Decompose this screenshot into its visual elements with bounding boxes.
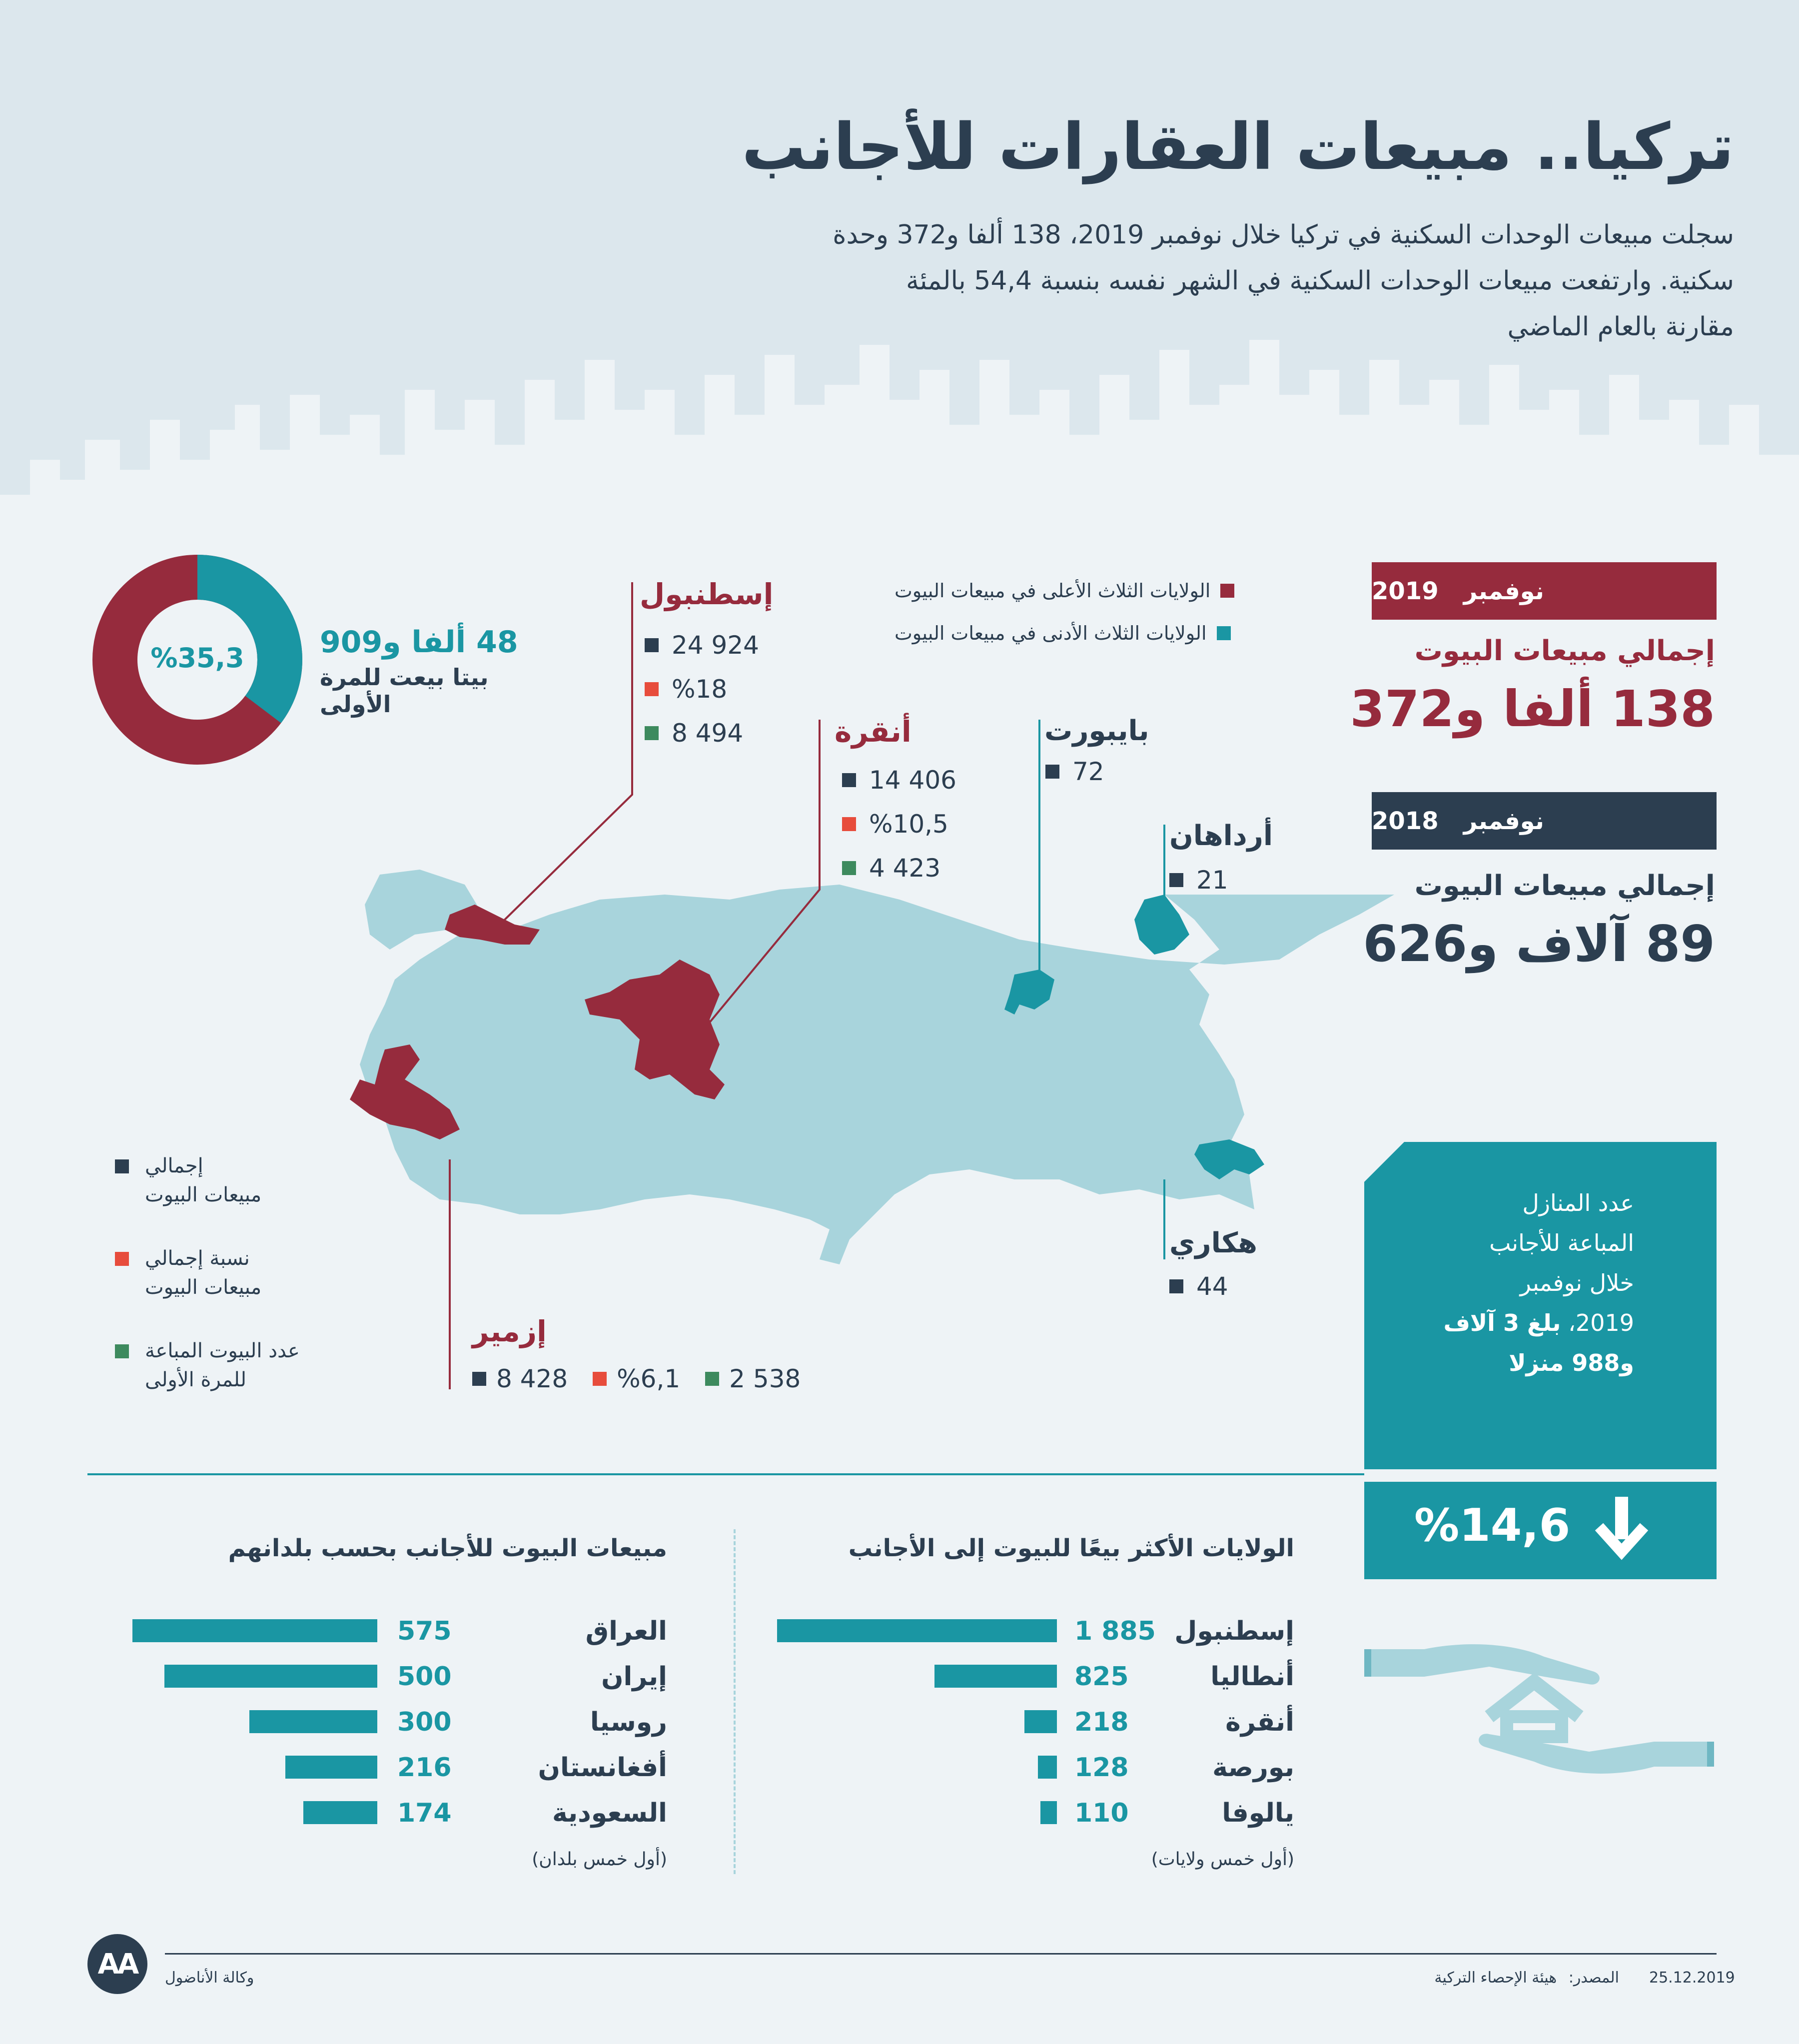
izmir-ratio-value: %6,1 bbox=[617, 1364, 681, 1393]
nov2019-header-text: نوفمبر 2019 bbox=[1372, 577, 1544, 605]
legend-ratio-line2: مبيعات البيوت bbox=[145, 1276, 262, 1299]
section-divider bbox=[87, 1473, 1364, 1475]
legend-low-label: الولايات الثلاث الأدنى في مبيعات البيوت bbox=[895, 622, 1207, 644]
total-swatch bbox=[645, 638, 659, 652]
total-swatch bbox=[1045, 765, 1059, 779]
istanbul-total bbox=[645, 631, 759, 660]
legend-first-swatch bbox=[115, 1344, 129, 1358]
province-category-label: أنقرة bbox=[1225, 1707, 1294, 1737]
ankara-ratio bbox=[842, 810, 948, 839]
intro-line-1: سجلت مبيعات الوحدات السكنية في تركيا خلال نوفمبر 2019، 138 ألفا و372 وحدة bbox=[833, 220, 1734, 250]
ankara-total bbox=[842, 766, 956, 795]
aa-logo-text: AA bbox=[97, 1948, 137, 1981]
page-title: تركيا.. مبيعات العقارات للأجانب bbox=[742, 110, 1734, 184]
charts-divider bbox=[734, 1529, 736, 1874]
country-category-label: السعودية bbox=[552, 1798, 667, 1828]
donut-percent-label: %35,3 bbox=[150, 642, 244, 674]
istanbul-first-value: 8 494 bbox=[672, 719, 744, 748]
foreign-line-4b: بلغ 3 آلاف bbox=[1443, 1309, 1561, 1336]
country-category-label: إيران bbox=[601, 1662, 667, 1692]
foreign-line-2: المباعة للأجانب bbox=[1489, 1229, 1634, 1256]
ratio-swatch bbox=[842, 817, 856, 831]
legend-total-line1: إجمالي bbox=[145, 1154, 203, 1177]
countries-chart-note: (أول خمس بلدان) bbox=[532, 1849, 667, 1870]
ankara-total-value: 14 406 bbox=[869, 766, 956, 795]
legend-first-line1: عدد البيوت المباعة bbox=[145, 1339, 300, 1362]
province-value-label: 825 bbox=[1074, 1662, 1129, 1692]
donut-caption: بيتا بيعت للمرة الأولى bbox=[320, 664, 489, 718]
bayburt-total-value: 72 bbox=[1072, 757, 1104, 786]
countries-chart-title: مبيعات البيوت للأجانب بحسب بلدانهم bbox=[228, 1534, 667, 1562]
first-swatch bbox=[842, 861, 856, 875]
first-swatch bbox=[645, 726, 659, 740]
footer-date: 25.12.2019 bbox=[1649, 1969, 1735, 1987]
country-value-label: 500 bbox=[397, 1662, 452, 1692]
hakkari-total-value: 44 bbox=[1196, 1272, 1228, 1301]
nov2018-label: إجمالي مبيعات البيوت bbox=[1414, 870, 1715, 902]
ankara-ratio-value: %10,5 bbox=[869, 810, 948, 839]
nov2018-header-text: نوفمبر 2018 bbox=[1372, 807, 1544, 835]
foreign-line-4a: 2019، bbox=[1561, 1309, 1634, 1336]
izmir-first-value: 2 538 bbox=[729, 1364, 801, 1393]
foreign-line-4 bbox=[1384, 1309, 1634, 1336]
province-value-label: 110 bbox=[1074, 1798, 1129, 1828]
province-category-label: يالوفا bbox=[1222, 1798, 1294, 1828]
ankara-name: أنقرة bbox=[835, 715, 911, 749]
legend-ratio-line1: نسبة إجمالي bbox=[145, 1247, 250, 1270]
footer-source-name: هيئة الإحصاء التركية bbox=[1434, 1969, 1557, 1987]
izmir-name: إزمير bbox=[472, 1314, 547, 1348]
nov2018-header bbox=[1372, 792, 1717, 850]
ardahan-name: أرداهان bbox=[1169, 820, 1273, 852]
intro-line-2: سكنية. وارتفعت مبيعات الوحدات السكنية في الشهر نفسه بنسبة 54,4 بالمئة bbox=[905, 266, 1734, 296]
bayburt-name: بايبورت bbox=[1044, 715, 1149, 747]
hakkari-total bbox=[1169, 1272, 1228, 1301]
legend-ratio-swatch bbox=[115, 1252, 129, 1266]
istanbul-total-value: 24 924 bbox=[672, 631, 759, 660]
country-category-label: العراق bbox=[585, 1616, 667, 1646]
legend-high-label: الولايات الثلاث الأعلى في مبيعات البيوت bbox=[895, 580, 1211, 602]
provinces-chart-note: (أول خمس ولايات) bbox=[1151, 1849, 1294, 1870]
total-swatch bbox=[842, 773, 856, 787]
province-category-label: أنطاليا bbox=[1210, 1662, 1294, 1692]
footer-rule bbox=[165, 1953, 1717, 1955]
aa-logo bbox=[87, 1934, 147, 1994]
province-category-label: بورصة bbox=[1212, 1753, 1294, 1783]
country-category-label: أفغانستان bbox=[538, 1753, 667, 1783]
izmir-total-value: 8 428 bbox=[496, 1364, 568, 1393]
ratio-swatch bbox=[645, 682, 659, 696]
ankara-first bbox=[842, 854, 940, 883]
nov2019-value: 138 ألفا و372 bbox=[1350, 680, 1715, 738]
nov2019-header bbox=[1372, 562, 1717, 620]
legend-first-line2: للمرة الأولى bbox=[145, 1368, 247, 1391]
province-category-label: إسطنبول bbox=[1174, 1616, 1294, 1646]
ankara-first-value: 4 423 bbox=[869, 854, 941, 883]
legend-total-swatch bbox=[115, 1159, 129, 1173]
bayburt-total bbox=[1045, 757, 1104, 786]
legend-total-line2: مبيعات البيوت bbox=[145, 1183, 262, 1206]
donut-count: 48 ألفا و909 bbox=[320, 625, 518, 660]
first-swatch bbox=[705, 1372, 719, 1386]
foreign-line-3: خلال نوفمبر bbox=[1520, 1269, 1634, 1296]
total-swatch bbox=[1169, 873, 1183, 887]
total-swatch bbox=[1169, 1279, 1183, 1293]
foreign-change: %14,6 bbox=[1414, 1499, 1571, 1552]
hands-house-icon bbox=[1364, 1642, 1714, 1827]
arrow-down-icon bbox=[1594, 1497, 1649, 1562]
footer-source-label: المصدر: bbox=[1568, 1969, 1619, 1987]
country-value-label: 575 bbox=[397, 1616, 452, 1646]
footer-agency: وكالة الأناضول bbox=[165, 1969, 254, 1987]
province-value-label: 218 bbox=[1074, 1707, 1129, 1737]
provinces-chart-title: الولايات الأكثر بيعًا للبيوت إلى الأجانب bbox=[848, 1534, 1294, 1562]
nov2018-value: 89 آلاف و626 bbox=[1363, 915, 1715, 973]
footer-source bbox=[1169, 1969, 1619, 1987]
istanbul-name: إسطنبول bbox=[640, 577, 774, 611]
ardahan-total bbox=[1169, 866, 1228, 895]
total-swatch bbox=[472, 1372, 486, 1386]
hakkari-name: هكاري bbox=[1169, 1227, 1257, 1259]
izmir-values bbox=[472, 1364, 801, 1393]
ratio-swatch bbox=[593, 1372, 607, 1386]
istanbul-first bbox=[645, 719, 743, 748]
foreign-line-5: و988 منزلا bbox=[1509, 1349, 1634, 1376]
foreign-line-1: عدد المنازل bbox=[1522, 1189, 1634, 1216]
nov2019-label: إجمالي مبيعات البيوت bbox=[1414, 635, 1715, 667]
intro-line-3: مقارنة بالعام الماضي bbox=[1507, 312, 1734, 342]
country-value-label: 216 bbox=[397, 1753, 452, 1783]
province-value-label: 128 bbox=[1074, 1753, 1129, 1783]
country-category-label: روسيا bbox=[590, 1707, 667, 1737]
connector-istanbul bbox=[500, 582, 632, 925]
istanbul-ratio-value: %18 bbox=[672, 675, 728, 704]
ardahan-total-value: 21 bbox=[1196, 866, 1228, 895]
province-value-label: 1 885 bbox=[1074, 1616, 1156, 1646]
country-value-label: 300 bbox=[397, 1707, 452, 1737]
country-value-label: 174 bbox=[397, 1798, 452, 1828]
istanbul-ratio bbox=[645, 675, 727, 704]
